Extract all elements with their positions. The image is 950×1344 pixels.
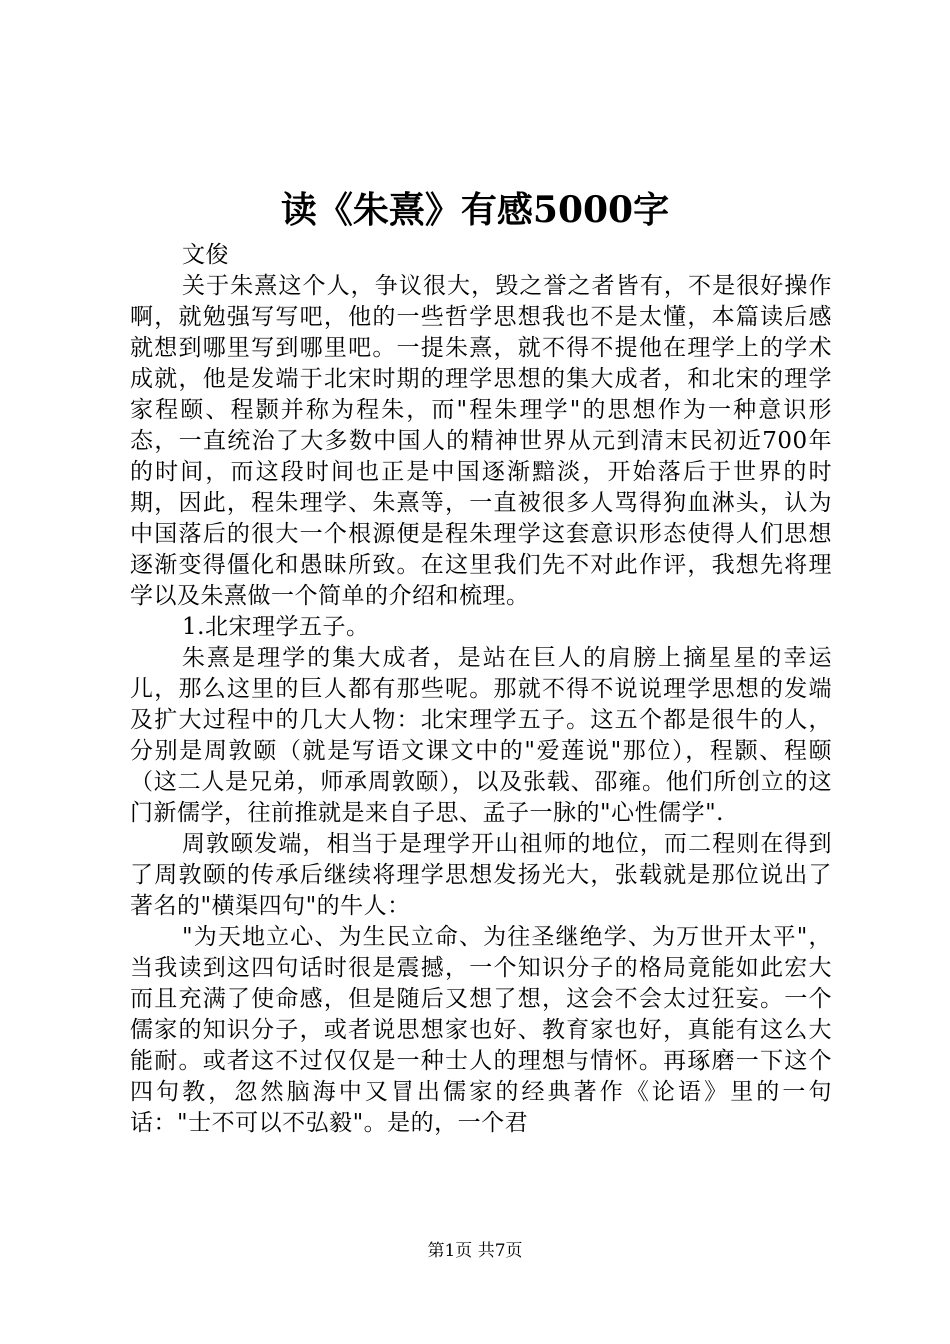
document-title: 读《朱熹》有感5000字: [280, 189, 670, 231]
author-line: 文俊: [182, 242, 229, 268]
paragraph-2: 朱熹是理学的集大成者，是站在巨人的肩膀上摘星星的幸运儿，那么这里的巨人都有那些呢。那就不得不说说理学思想的发端及扩大过程中的几大人物：北宋理学五子。这五个都是很牛的人，分别是周敦颐（就是写语文课文中的"爱莲说"那位），程颢、程颐（这二人是兄弟，师承周敦颐），以及张载、邵雍。他们所创立的这门新儒学，往前推就是来自子思、孟子一脉的"心性儒学".: [130, 645, 832, 826]
document-body: [130, 240, 832, 1139]
page-footer: 第1页 共7页: [427, 1241, 523, 1261]
paragraph-3: 周敦颐发端，相当于是理学开山祖师的地位，而二程则在得到了周敦颐的传承后继续将理学思想发扬光大，张载就是那位说出了著名的"横渠四句"的牛人：: [130, 831, 832, 919]
paragraph-1: 关于朱熹这个人，争议很大，毁之誉之者皆有，不是很好操作啊，就勉强写写吧，他的一些哲学思想我也不是太懂，本篇读后感就想到哪里写到哪里吧。一提朱熹，就不得不提他在理学上的学术成就，他是发端于北宋时期的理学思想的集大成者，和北宋的理学家程颐、程颢并称为程朱，而"程朱理学"的思想作为一种意识形态，一直统治了大多数中国人的精神世界从元到清末民初近700年的时间，而这段时间也正是中国逐渐黯淡，开始落后于世界的时期，因此，程朱理学、朱熹等，一直被很多人骂得狗血淋头，认为中国落后的很大一个根源便是程朱理学这套意识形态使得人们思想逐渐变得僵化和愚昧所致。在这里我们先不对此作评，我想先将理学以及朱熹做一个简单的介绍和梳理。: [130, 273, 832, 609]
paragraph-4: "为天地立心、为生民立命、为往圣继绝学、为万世开太平"，当我读到这四句话时很是震撼，一个知识分子的格局竟能如此宏大而且充满了使命感，但是随后又想了想，这会不会太过狂妄。一个儒家的知识分子，或者说思想家也好、教育家也好，真能有这么大能耐。或者这不过仅仅是一种士人的理想与情怀。再琢磨一下这个四句教，忽然脑海中又冒出儒家的经典著作《论语》里的一句话："士不可以不弘毅"。是的，一个君: [130, 924, 832, 1136]
section-heading-1: 1.北宋理学五子。: [182, 614, 370, 640]
